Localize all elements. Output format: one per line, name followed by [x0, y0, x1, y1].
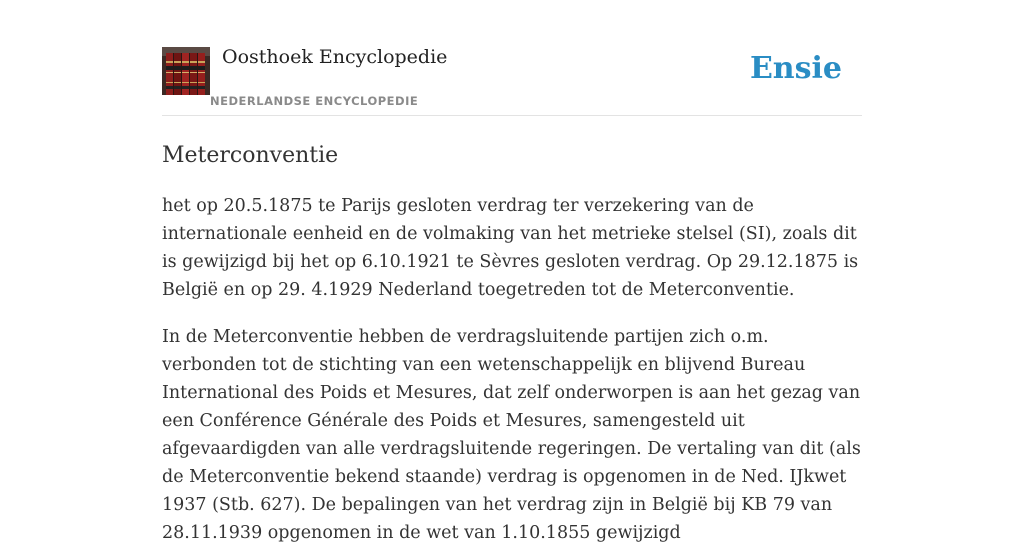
article-paragraph: het op 20.5.1875 te Parijs gesloten verdrag ter verzekering van de internationale eenheid en de volmaking van het metrieke stelsel (SI), zoals dit is gewijzigd bij het op 6.10.1921 te Sèvres gesloten verdrag. Op 29.12.1875 is België en op 29. 4.1929 Nederland toegetreden tot de Meterconventie. — [162, 196, 859, 300]
encyclopedia-books-icon[interactable] — [162, 47, 210, 95]
article-title: Meterconventie — [162, 143, 339, 168]
site-title[interactable]: Oosthoek Encyclopedie — [222, 46, 448, 68]
page — [162, 0, 862, 547]
site-header — [162, 0, 862, 116]
article-paragraph: In de Meterconventie hebben de verdragsluitende partijen zich o.m. verbonden tot de stichting van een wetenschappelijk en blijvend Bureau International des Poids et Mesures, dat zelf onderworpen is aan het gezag van een Conférence Générale des Poids et Mesures, samengesteld uit afgevaardigden van alle verdragsluitende regeringen. De vertaling van dit (als de Meterconventie bekend staande) verdrag is opgenomen in de Ned. IJkwet 1937 (Stb. 627). De bepalingen van het verdrag zijn in België bij KB 79 van 28.11.1939 opgenomen in de wet van 1.10.1855 gewijzigd — [162, 327, 861, 543]
article-body — [162, 192, 862, 547]
ensie-brand-link[interactable]: Ensie — [749, 51, 842, 86]
site-subtitle: NEDERLANDSE ENCYCLOPEDIE — [210, 94, 419, 108]
